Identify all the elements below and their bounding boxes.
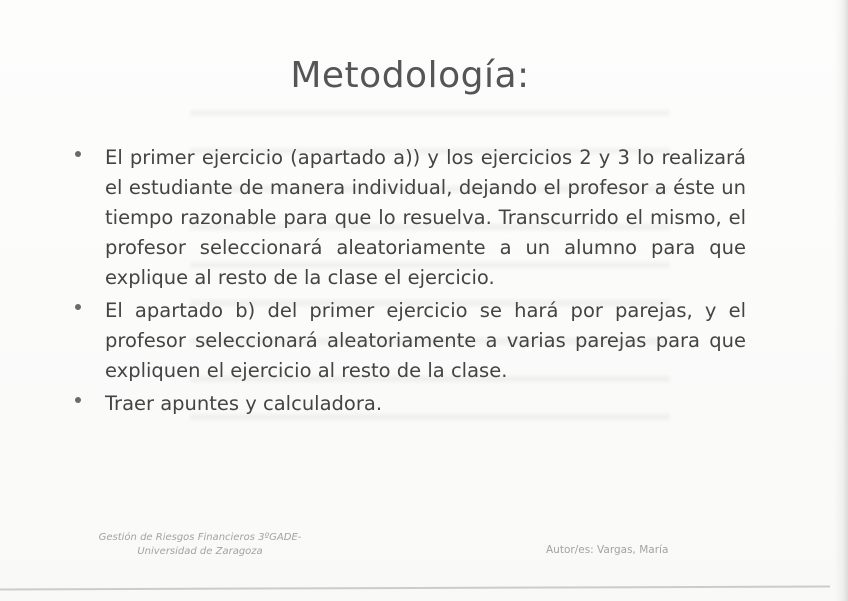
bullet-dot-icon (75, 151, 81, 157)
footer-course (90, 531, 310, 559)
bullet-item-1 (74, 143, 746, 293)
bullet-item-2 (74, 296, 746, 386)
footer-author: Autor/es: Vargas, María (546, 544, 669, 556)
slide-title: Metodología: (290, 55, 530, 96)
bullet-text-2: El apartado b) del primer ejercicio se hará por parejas, y el profesor seleccionará aleatoriamente a varias parejas para que expliquen el ejercicio al resto de la clase. (105, 299, 746, 382)
bullet-list (74, 143, 746, 422)
bullet-text-1: El primer ejercicio (apartado a)) y los ejercicios 2 y 3 lo realizará el estudiante de manera individual, dejando el profesor a éste un tiempo razonable para que lo resuelva. Transcurrido el mismo, el profesor seleccionará aleatoriamente a un alumno para que explique al resto de la clase el ejercicio. (105, 146, 746, 289)
bullet-dot-icon (75, 304, 81, 310)
bullet-item-3 (74, 389, 746, 419)
bullet-dot-icon (75, 397, 81, 403)
bullet-text-3: Traer apuntes y calculadora. (105, 392, 383, 415)
footer-course-line1: Gestión de Riesgos Financieros 3ºGADE- (98, 532, 302, 543)
scan-bottom-edge (0, 586, 830, 591)
footer-course-line2: Universidad de Zaragoza (137, 546, 263, 557)
scan-edge-shadow (834, 0, 848, 601)
